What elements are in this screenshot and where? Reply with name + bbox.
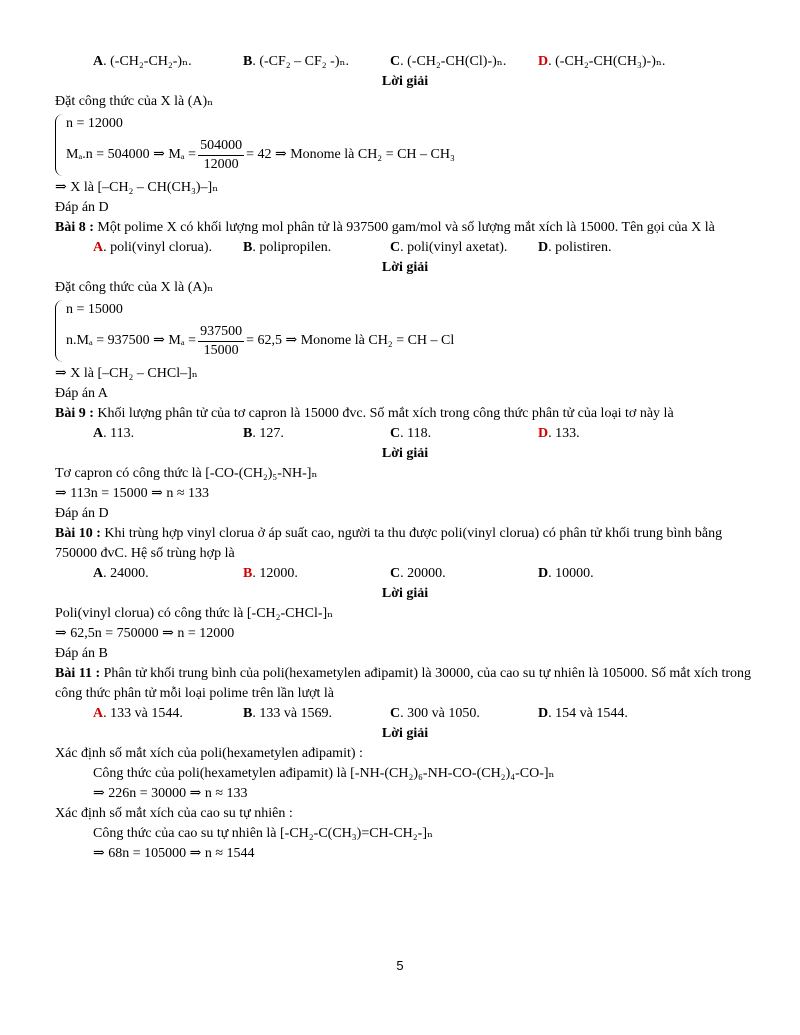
q11-label: Bài 11 : [55,666,101,681]
q7-sys-right: = 42 ⇒ Monome là CH₂ = CH – CH₃ [246,147,455,162]
q8-sys-line2 [66,320,454,362]
document-page [55,52,755,864]
q7-answer: Đáp án D [55,200,109,215]
q9-options [55,424,755,444]
q7-sys-line2 [66,134,455,176]
q8-label: Bài 8 : [55,220,94,235]
q7-sys-left: Mₐ.n = 504000 ⇒ Mₐ = [66,147,197,162]
q9-line1: Tơ capron có công thức là [-CO-(CH₂)₅-NH-]ₙ [55,466,318,481]
q11-solution-heading: Lời giải [381,726,429,741]
q8-fraction [198,323,244,360]
q9-option-b: B. 127. [243,426,284,441]
q9-option-a: A. 113. [93,426,135,441]
q10-line1: Poli(vinyl clorua) có công thức là [-CH₂-CHCl-]ₙ [55,606,334,621]
q10-line2: ⇒ 62,5n = 750000 ⇒ n = 12000 [55,626,235,641]
q8-text: Một polime X có khối lượng mol phân tử là 937500 gam/mol và số lượng mắt xích là 15000. Tên gọi của X là [93,220,715,235]
q10-answer: Đáp án B [55,646,108,661]
q9-label: Bài 9 : [55,406,94,421]
q7-sol-intro: Đặt công thức của X là (A)ₙ [55,94,214,109]
page-number: 5 [396,958,404,973]
q11-h2b: ⇒ 68n = 105000 ⇒ n ≈ 1544 [93,846,255,861]
q11-h1b: ⇒ 226n = 30000 ⇒ n ≈ 133 [93,786,248,801]
q10-label: Bài 10 : [55,526,101,541]
q11-h2a: Công thức của cao su tự nhiên là [-CH₂-C(CH₃)=CH-CH₂-]ₙ [93,826,434,841]
q11-h1: Xác định số mắt xích của poli(hexametylen ađipamit) : [55,746,363,761]
q7-equation-system [55,114,755,176]
q8-result: ⇒ X là [–CH₂ – CHCl–]ₙ [55,366,198,381]
q8-sol-intro: Đặt công thức của X là (A)ₙ [55,280,214,295]
q7-frac-num: 504000 [198,137,244,156]
brace [55,114,64,176]
q11-option-c: C. 300 và 1050. [390,706,480,721]
q11-text: Phân tử khối trung bình của poli(hexametylen ađipamit) là 30000, của cao su tự nhiên là 105000. Số mắt xích trong công thức phân tử mỗi loại polime trên lần lượt là [55,666,752,701]
q10-text: Khi trùng hợp vinyl clorua ở áp suất cao, người ta thu được poli(vinyl clorua) có phân tử khối trung bình bằng 750000 đvC. Hệ số trùng hợp là [55,526,723,561]
q9-answer: Đáp án D [55,506,109,521]
q7-frac-den: 12000 [203,156,239,172]
q7-option-d: D. (-CH₂-CH(CH₃)-)ₙ. [538,54,666,69]
q8-sys-left: n.Mₐ = 937500 ⇒ Mₐ = [66,333,197,348]
q9-line2: ⇒ 113n = 15000 ⇒ n ≈ 133 [55,486,210,501]
q8-options [55,238,755,258]
q10-option-d: D. 10000. [538,566,594,581]
q7-options [55,52,755,72]
q9-option-d: D. 133. [538,426,580,441]
q10-option-a: A. 24000. [93,566,149,581]
q7-sys-line1: n = 12000 [66,116,123,131]
q7-option-b: B. (-CF₂ – CF₂ -)ₙ. [243,54,350,69]
q9-text: Khối lượng phân tử của tơ capron là 15000 đvc. Số mắt xích trong công thức phân tử của loại tơ này là [93,406,674,421]
q10-options [55,564,755,584]
q10-solution-heading: Lời giải [381,586,429,601]
q10-question [55,524,755,564]
q8-frac-den: 15000 [203,342,239,358]
q7-option-a: A. (-CH₂-CH₂-)ₙ. [93,54,192,69]
q8-frac-num: 937500 [198,323,244,342]
q11-option-d: D. 154 và 1544. [538,706,628,721]
q8-option-b: B. polipropilen. [243,240,332,255]
q7-solution-heading: Lời giải [381,74,429,89]
q11-option-a: A. 133 và 1544. [93,706,183,721]
q8-option-a: A. poli(vinyl clorua). [93,240,212,255]
q8-equation-system [55,300,755,362]
q7-result: ⇒ X là [–CH₂ – CH(CH₃)–]ₙ [55,180,219,195]
q10-option-b: B. 12000. [243,566,298,581]
q9-question [55,404,755,424]
q8-option-d: D. polistiren. [538,240,612,255]
q8-question [55,218,755,238]
q8-sys-right: = 62,5 ⇒ Monome là CH₂ = CH – Cl [246,333,455,348]
q11-options [55,704,755,724]
q11-h1a: Công thức của poli(hexametylen ađipamit) là [-NH-(CH₂)₆-NH-CO-(CH₂)₄-CO-]ₙ [93,766,555,781]
q7-fraction [198,137,244,174]
q7-option-c: C. (-CH₂-CH(Cl)-)ₙ. [390,54,507,69]
brace [55,300,64,362]
q10-option-c: C. 20000. [390,566,446,581]
q9-option-c: C. 118. [390,426,432,441]
q8-sys-line1: n = 15000 [66,302,123,317]
q11-option-b: B. 133 và 1569. [243,706,333,721]
q8-option-c: C. poli(vinyl axetat). [390,240,508,255]
q9-solution-heading: Lời giải [381,446,429,461]
q11-question [55,664,755,704]
q11-h2: Xác định số mắt xích của cao su tự nhiên : [55,806,293,821]
q8-solution-heading: Lời giải [381,260,429,275]
q8-answer: Đáp án A [55,386,108,401]
